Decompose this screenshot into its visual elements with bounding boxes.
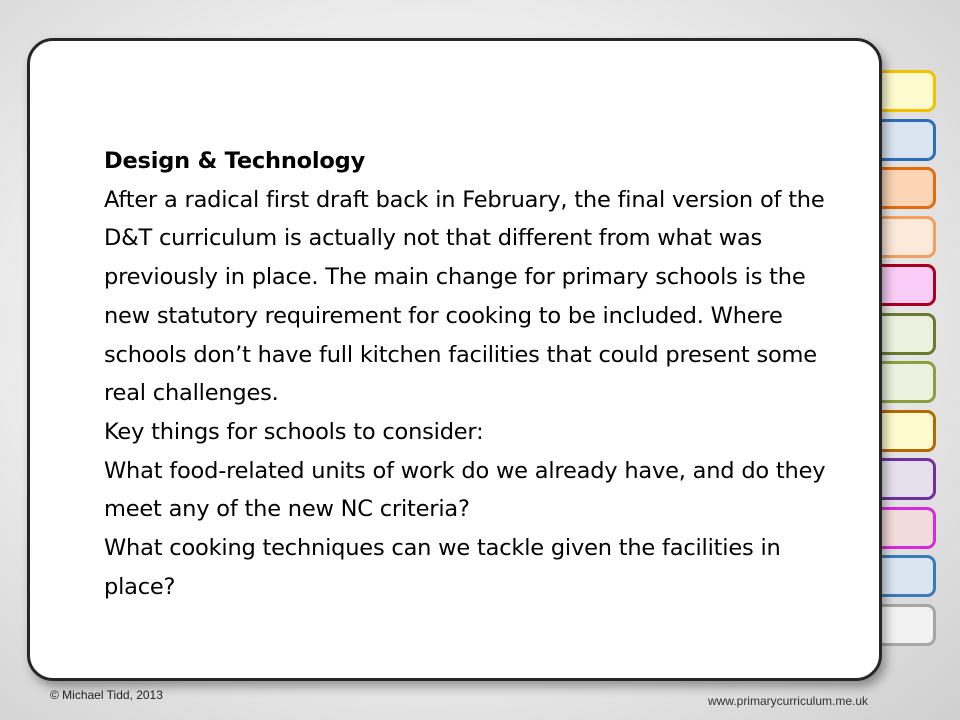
slide-heading: Design & Technology xyxy=(104,148,366,174)
body-paragraph: What cooking techniques can we tackle given the facilities in place? xyxy=(104,535,781,600)
body-paragraph: After a radical first draft back in February, the final version of the D&T curriculum is actually not that different from what was previously in place. The main change for primary schools is the new statutory requirement for cooking to be included. Where schools don’t have full kitchen facilities that could present some real challenges. xyxy=(104,186,825,407)
body-paragraph: What food-related units of work do we already have, and do they meet any of the new NC criteria? xyxy=(104,457,826,523)
body-paragraph: Key things for schools to consider: xyxy=(104,418,484,445)
website-link[interactable]: www.primarycurriculum.me.uk xyxy=(707,694,868,708)
slide-content xyxy=(104,142,844,606)
copyright-notice: © Michael Tidd, 2013 xyxy=(50,688,163,702)
